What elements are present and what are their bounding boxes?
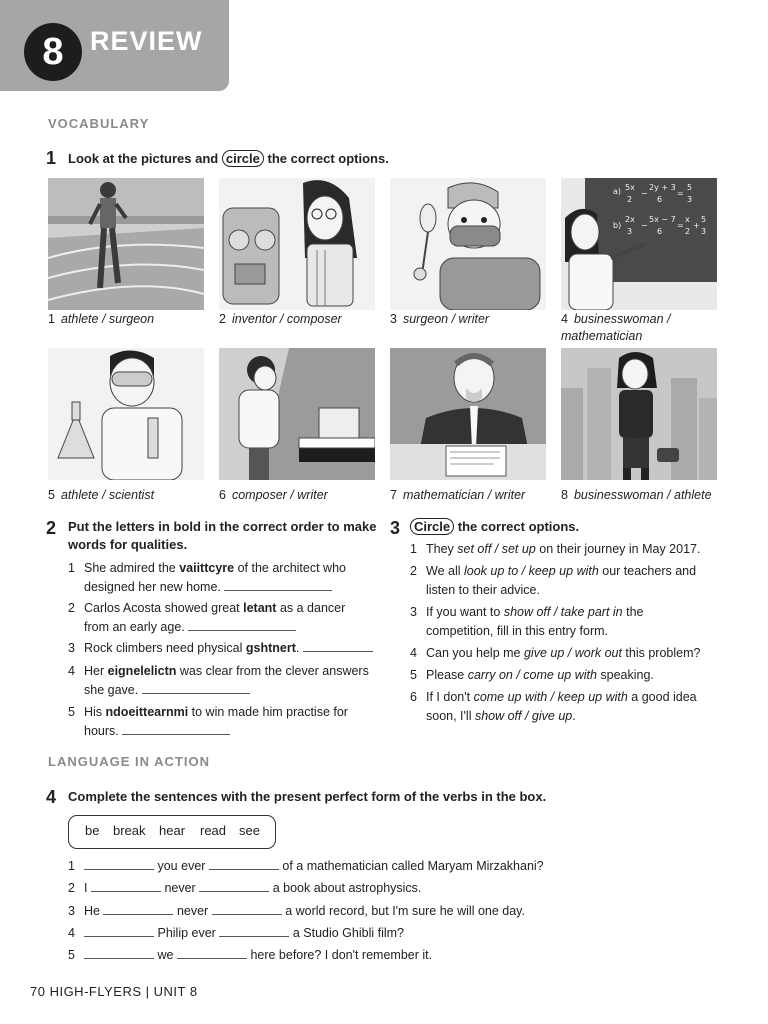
- board-a-den3: 3: [687, 195, 693, 204]
- ex4-number: 4: [46, 787, 57, 807]
- caption-5: [48, 487, 154, 504]
- board-a-eq: =: [677, 189, 684, 198]
- ex1-instruction-post: the correct options.: [267, 151, 389, 166]
- caption-2: [219, 311, 342, 328]
- item-text: designed her new home.: [84, 580, 221, 594]
- answer-blank[interactable]: [84, 857, 154, 870]
- item-options[interactable]: carry on / come up with: [467, 668, 597, 682]
- board-b-num3: x: [685, 215, 690, 224]
- ex2-instruction-line1: Put the letters in bold in the correct order to make: [68, 519, 377, 534]
- verb-word: be: [85, 823, 100, 838]
- board-b-den1: 3: [627, 227, 633, 236]
- picture-composer: [219, 348, 375, 480]
- ex2-item: [68, 662, 378, 700]
- caption-text[interactable]: mathematician / writer: [402, 488, 526, 502]
- ex3-item: [410, 644, 730, 664]
- picture-athlete: [48, 178, 204, 310]
- board-b-num4: 5: [701, 215, 707, 224]
- item-text: as a dancer: [276, 601, 346, 615]
- ex1-instruction-pre: Look at the pictures and: [68, 151, 219, 166]
- item-text: a world record, but I'm sure he will one day.: [285, 904, 525, 918]
- ex1-number: 1: [46, 148, 57, 168]
- item-number: 3: [68, 641, 75, 655]
- answer-blank[interactable]: [224, 578, 332, 591]
- board-b-minus: −: [641, 221, 648, 230]
- caption-text[interactable]: composer / writer: [231, 488, 328, 502]
- caption-text[interactable]: businesswoman / mathematician: [561, 312, 671, 343]
- item-options[interactable]: show off / take part in: [503, 605, 623, 619]
- unit-header-tab: [0, 0, 229, 91]
- item-text: .: [295, 641, 300, 655]
- item-number: 5: [410, 668, 417, 682]
- section-language-in-action: LANGUAGE IN ACTION: [48, 754, 210, 769]
- ex4-instruction: Complete the sentences with the present perfect form of the verbs in the box.: [68, 789, 547, 804]
- item-text: was clear from the clever answers: [176, 664, 369, 678]
- item-text: If you want to: [426, 605, 504, 619]
- item-number: 1: [410, 542, 417, 556]
- answer-blank[interactable]: [122, 722, 230, 735]
- item-text: .: [572, 709, 576, 723]
- ex3-number: 3: [390, 518, 401, 538]
- item-number: 4: [410, 646, 417, 660]
- ex3-instruction-post: the correct options.: [457, 519, 580, 534]
- board-a-num1: 5x: [625, 183, 635, 192]
- answer-blank[interactable]: [103, 902, 173, 915]
- board-a-num3: 5: [687, 183, 693, 192]
- item-text: If I don't: [426, 690, 474, 704]
- item-text: on their journey in May 2017.: [535, 542, 701, 556]
- item-text: speaking.: [596, 668, 654, 682]
- ex3-instruction: [410, 518, 579, 536]
- item-anagram: ndoeittearnmi: [105, 705, 189, 719]
- item-text: we: [157, 948, 174, 962]
- ex4-item: [68, 946, 728, 966]
- verb-word: see: [239, 823, 260, 838]
- ex4-item: [68, 879, 728, 899]
- item-text: listen to their advice.: [426, 583, 540, 597]
- caption-8: [561, 487, 712, 504]
- caption-number: 8: [561, 488, 568, 502]
- item-number: 2: [68, 881, 75, 895]
- item-number: 4: [68, 664, 75, 678]
- board-label-a: a): [613, 187, 622, 196]
- caption-number: 4: [561, 312, 568, 326]
- caption-number: 5: [48, 488, 55, 502]
- ex1-instruction: [68, 150, 389, 168]
- board-a-num2: 2y + 3: [649, 183, 676, 192]
- picture-scientist: [48, 348, 204, 480]
- answer-blank[interactable]: [188, 618, 296, 631]
- item-anagram: eignelelictn: [107, 664, 177, 678]
- answer-blank[interactable]: [209, 857, 279, 870]
- item-text: His: [84, 705, 106, 719]
- board-b-plus: +: [693, 221, 700, 230]
- ex4-item: [68, 902, 728, 922]
- item-text: We all: [426, 564, 464, 578]
- item-text: here before? I don't remember it.: [250, 948, 433, 962]
- item-text: a good idea: [627, 690, 697, 704]
- picture-businesswoman: [561, 348, 717, 480]
- ex2-item: [68, 639, 378, 659]
- item-options[interactable]: show off / give up: [474, 709, 573, 723]
- picture-writer: [390, 348, 546, 480]
- verb-word: break: [113, 823, 146, 838]
- item-text: of a mathematician called Maryam Mirzakhani?: [282, 859, 544, 873]
- item-text: I: [84, 881, 88, 895]
- answer-blank[interactable]: [219, 924, 289, 937]
- item-text: the: [622, 605, 644, 619]
- answer-blank[interactable]: [177, 946, 247, 959]
- board-a-den2: 6: [657, 195, 663, 204]
- item-text: Her: [84, 664, 108, 678]
- caption-6: [219, 487, 328, 504]
- ex2-instruction-line2: words for qualities.: [68, 537, 188, 552]
- caption-3: [390, 311, 489, 328]
- answer-blank[interactable]: [212, 902, 282, 915]
- item-text: this problem?: [621, 646, 701, 660]
- item-text: she gave.: [84, 683, 139, 697]
- answer-blank[interactable]: [84, 924, 154, 937]
- verb-word: read: [200, 823, 227, 838]
- caption-1: [48, 311, 154, 328]
- item-text: Carlos Acosta showed great: [84, 601, 244, 615]
- picture-inventor: [219, 178, 375, 310]
- item-number: 2: [68, 601, 75, 615]
- board-b-den2: 6: [657, 227, 663, 236]
- answer-blank[interactable]: [303, 639, 373, 652]
- item-text: Rock climbers need physical: [84, 641, 246, 655]
- board-b-den3: 2: [685, 227, 691, 236]
- item-number: 5: [68, 948, 75, 962]
- answer-blank[interactable]: [142, 681, 250, 694]
- item-text: you ever: [157, 859, 206, 873]
- item-number: 5: [68, 705, 75, 719]
- item-text: Philip ever: [157, 926, 216, 940]
- item-text: a book about astrophysics.: [272, 881, 422, 895]
- item-text: Can you help me: [426, 646, 524, 660]
- item-text: She admired the: [84, 561, 180, 575]
- caption-number: 7: [390, 488, 397, 502]
- item-text: to win made him practise for: [188, 705, 348, 719]
- board-a-den1: 2: [627, 195, 633, 204]
- item-number: 4: [68, 926, 75, 940]
- item-text: from an early age.: [84, 620, 185, 634]
- page-title: REVIEW: [90, 26, 203, 56]
- page-footer: 70 HIGH-FLYERS | UNIT 8: [30, 984, 198, 999]
- item-text: a Studio Ghibli film?: [292, 926, 404, 940]
- item-text: our teachers and: [598, 564, 697, 578]
- item-number: 2: [410, 564, 417, 578]
- picture-mathematician: [561, 178, 717, 310]
- item-text: never: [176, 904, 209, 918]
- ex4-item: [68, 924, 728, 944]
- item-anagram: vaiittcyre: [179, 561, 235, 575]
- item-options[interactable]: set off / set up: [457, 542, 536, 556]
- item-text: They: [426, 542, 458, 556]
- caption-4: [561, 311, 691, 345]
- item-options[interactable]: look up to / keep up with: [463, 564, 599, 578]
- item-text: hours.: [84, 724, 119, 738]
- item-text: never: [164, 881, 196, 895]
- ex2-item: [68, 599, 378, 637]
- ex2-item: [68, 703, 378, 741]
- item-options[interactable]: come up with / keep up with: [473, 690, 628, 704]
- item-anagram: letant: [243, 601, 277, 615]
- answer-blank[interactable]: [91, 879, 161, 892]
- item-text: Please: [426, 668, 468, 682]
- caption-text[interactable]: athlete / surgeon: [60, 312, 155, 326]
- board-b-num2: 5x − 7: [649, 215, 676, 224]
- caption-text[interactable]: inventor / composer: [231, 312, 342, 326]
- ex2-item: [68, 559, 378, 597]
- unit-number-badge: 8: [24, 23, 82, 81]
- caption-text[interactable]: athlete / scientist: [60, 488, 155, 502]
- ex3-item: [410, 603, 730, 641]
- ex2-instruction: [68, 518, 378, 554]
- item-text: of the architect who: [234, 561, 346, 575]
- board-b-den4: 3: [701, 227, 707, 236]
- board-a-minus: −: [641, 189, 648, 198]
- board-label-b: b): [613, 221, 622, 230]
- ex1-circle-word: circle: [222, 150, 264, 167]
- ex3-item: [410, 666, 730, 686]
- picture-surgeon: [390, 178, 546, 310]
- item-number: 3: [68, 904, 75, 918]
- caption-number: 2: [219, 312, 226, 326]
- item-number: 3: [410, 605, 417, 619]
- ex3-item: [410, 688, 730, 726]
- caption-number: 3: [390, 312, 397, 326]
- board-b-num1: 2x: [625, 215, 635, 224]
- verb-word: hear: [159, 823, 186, 838]
- ex3-item: [410, 562, 730, 600]
- ex3-circle-word: Circle: [410, 518, 454, 535]
- caption-7: [390, 487, 525, 504]
- verb-box: [68, 815, 276, 849]
- board-b-eq: =: [677, 221, 684, 230]
- item-number: 6: [410, 690, 417, 704]
- ex4-item: [68, 857, 728, 877]
- item-text: competition, fill in this entry form.: [426, 624, 609, 638]
- item-text: soon, I'll: [426, 709, 475, 723]
- section-vocabulary: VOCABULARY: [48, 116, 150, 131]
- item-options[interactable]: give up / work out: [523, 646, 622, 660]
- caption-text[interactable]: surgeon / writer: [402, 312, 490, 326]
- item-number: 1: [68, 561, 75, 575]
- answer-blank[interactable]: [199, 879, 269, 892]
- item-number: 1: [68, 859, 75, 873]
- caption-text[interactable]: businesswoman / athlete: [573, 488, 712, 502]
- caption-number: 1: [48, 312, 55, 326]
- item-anagram: gshtnert: [245, 641, 296, 655]
- caption-number: 6: [219, 488, 226, 502]
- item-text: He: [84, 904, 100, 918]
- ex3-item: [410, 540, 730, 560]
- answer-blank[interactable]: [84, 946, 154, 959]
- ex2-number: 2: [46, 518, 57, 538]
